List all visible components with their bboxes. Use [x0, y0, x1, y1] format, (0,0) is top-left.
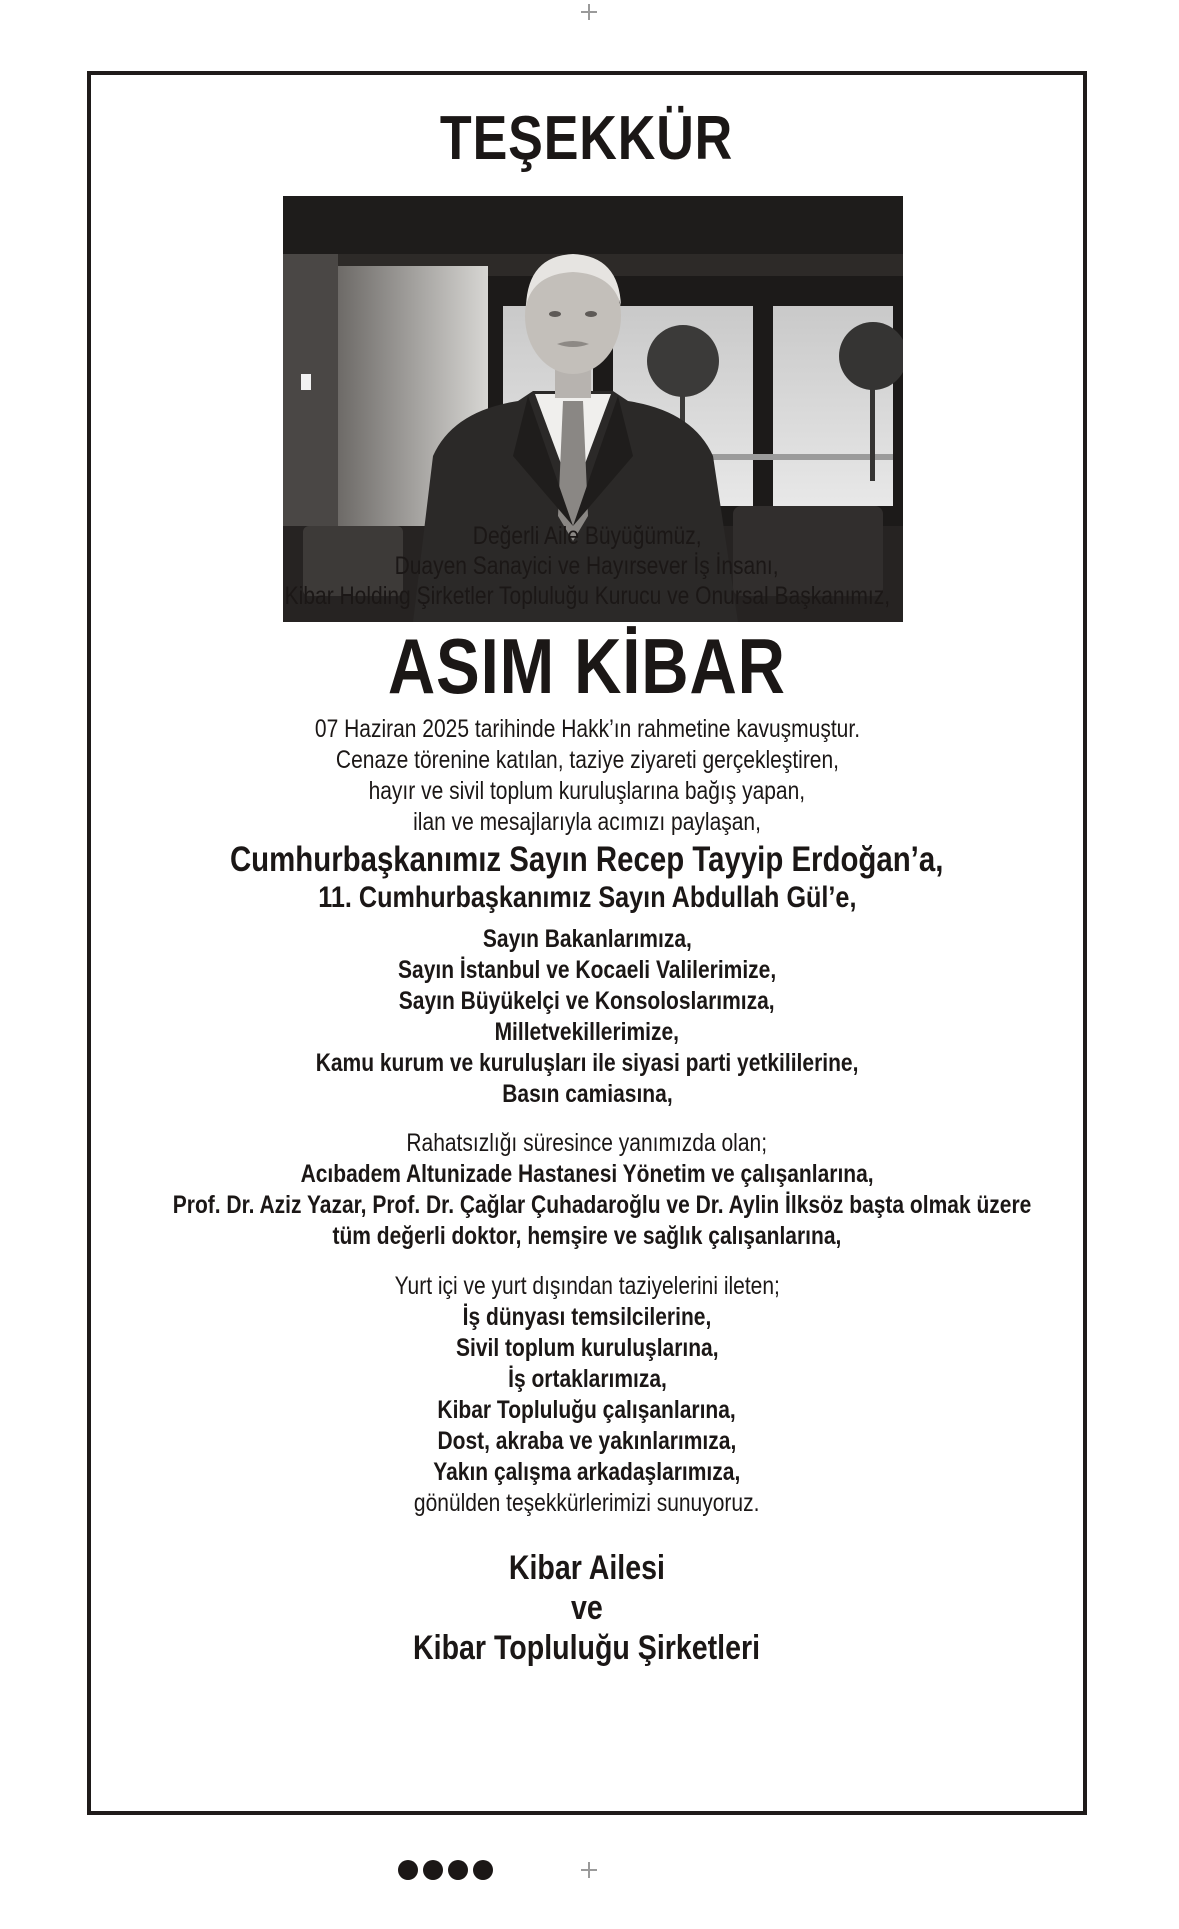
thanks-president: Cumhurbaşkanımız Sayın Recep Tayyip Erdoğan’a,	[230, 840, 944, 879]
thanks-official-line: Sayın Büyükelçi ve Konsoloslarımıza,	[399, 987, 775, 1015]
illness-line: Acıbadem Altunizade Hastanesi Yönetim ve çalışanlarına,	[300, 1160, 874, 1188]
condolences-line: Sivil toplum kuruluşlarına,	[455, 1334, 719, 1362]
closing-line: gönülden teşekkürlerimizi sunuyoruz.	[414, 1489, 760, 1517]
announcement-line: ilan ve mesajlarıyla acımızı paylaşan,	[413, 808, 761, 836]
illness-lead: Rahatsızlığı süresince yanımızda olan;	[406, 1129, 768, 1157]
condolences-lead: Yurt içi ve yurt dışından taziyelerini ileten;	[394, 1272, 780, 1300]
illness-line: tüm değerli doktor, hemşire ve sağlık çalışanlarına,	[332, 1222, 842, 1250]
announcement-line: 07 Haziran 2025 tarihinde Hakk’ın rahmetine kavuşmuştur.	[314, 715, 860, 743]
thanks-official-line: Sayın İstanbul ve Kocaeli Valilerimize,	[397, 956, 777, 984]
dot-icon	[423, 1860, 443, 1880]
dot-icon	[473, 1860, 493, 1880]
thanks-official-line: Basın camiasına,	[501, 1080, 673, 1108]
condolences-line: Kibar Topluluğu çalışanlarına,	[437, 1396, 737, 1424]
intro-line: Duayen Sanayici ve Hayırsever İş İnsanı,	[394, 552, 780, 580]
illness-line: Prof. Dr. Aziz Yazar, Prof. Dr. Çağlar Çuhadaroğlu ve Dr. Aylin İlksöz başta olmak üzere	[172, 1191, 1032, 1219]
thanks-former-president: 11. Cumhurbaşkanımız Sayın Abdullah Gül’e,	[317, 881, 857, 914]
registration-mark-bottom	[581, 1862, 597, 1878]
registration-mark-top	[581, 4, 597, 20]
signature-and: ve	[571, 1589, 603, 1627]
condolences-line: İş dünyası temsilcilerine,	[462, 1303, 712, 1331]
thanks-official-line: Milletvekillerimize,	[494, 1018, 680, 1046]
page-dots	[398, 1860, 498, 1885]
intro-line: Değerli Aile Büyüğümüz,	[472, 522, 702, 550]
signature-companies: Kibar Topluluğu Şirketleri	[413, 1629, 761, 1667]
condolences-line: Dost, akraba ve yakınlarımıza,	[437, 1427, 737, 1455]
signature-family: Kibar Ailesi	[508, 1549, 666, 1587]
thanks-official-line: Sayın Bakanlarımıza,	[482, 925, 692, 953]
condolences-line: İş ortaklarımıza,	[507, 1365, 667, 1393]
announcement-line: hayır ve sivil toplum kuruluşlarına bağış yapan,	[368, 777, 806, 805]
deceased-name: ASIM KİBAR	[388, 622, 786, 710]
page-title: TEŞEKKÜR	[440, 104, 734, 173]
intro-line: Kibar Holding Şirketler Topluluğu Kurucu ve Onursal Başkanımız,	[284, 582, 890, 610]
thanks-official-line: Kamu kurum ve kuruluşları ile siyasi parti yetkililerine,	[315, 1049, 859, 1077]
announcement-line: Cenaze törenine katılan, taziye ziyareti gerçekleştiren,	[335, 746, 839, 774]
dot-icon	[448, 1860, 468, 1880]
announcement-frame	[87, 71, 1087, 1815]
condolences-line: Yakın çalışma arkadaşlarımıza,	[433, 1458, 741, 1486]
dot-icon	[398, 1860, 418, 1880]
